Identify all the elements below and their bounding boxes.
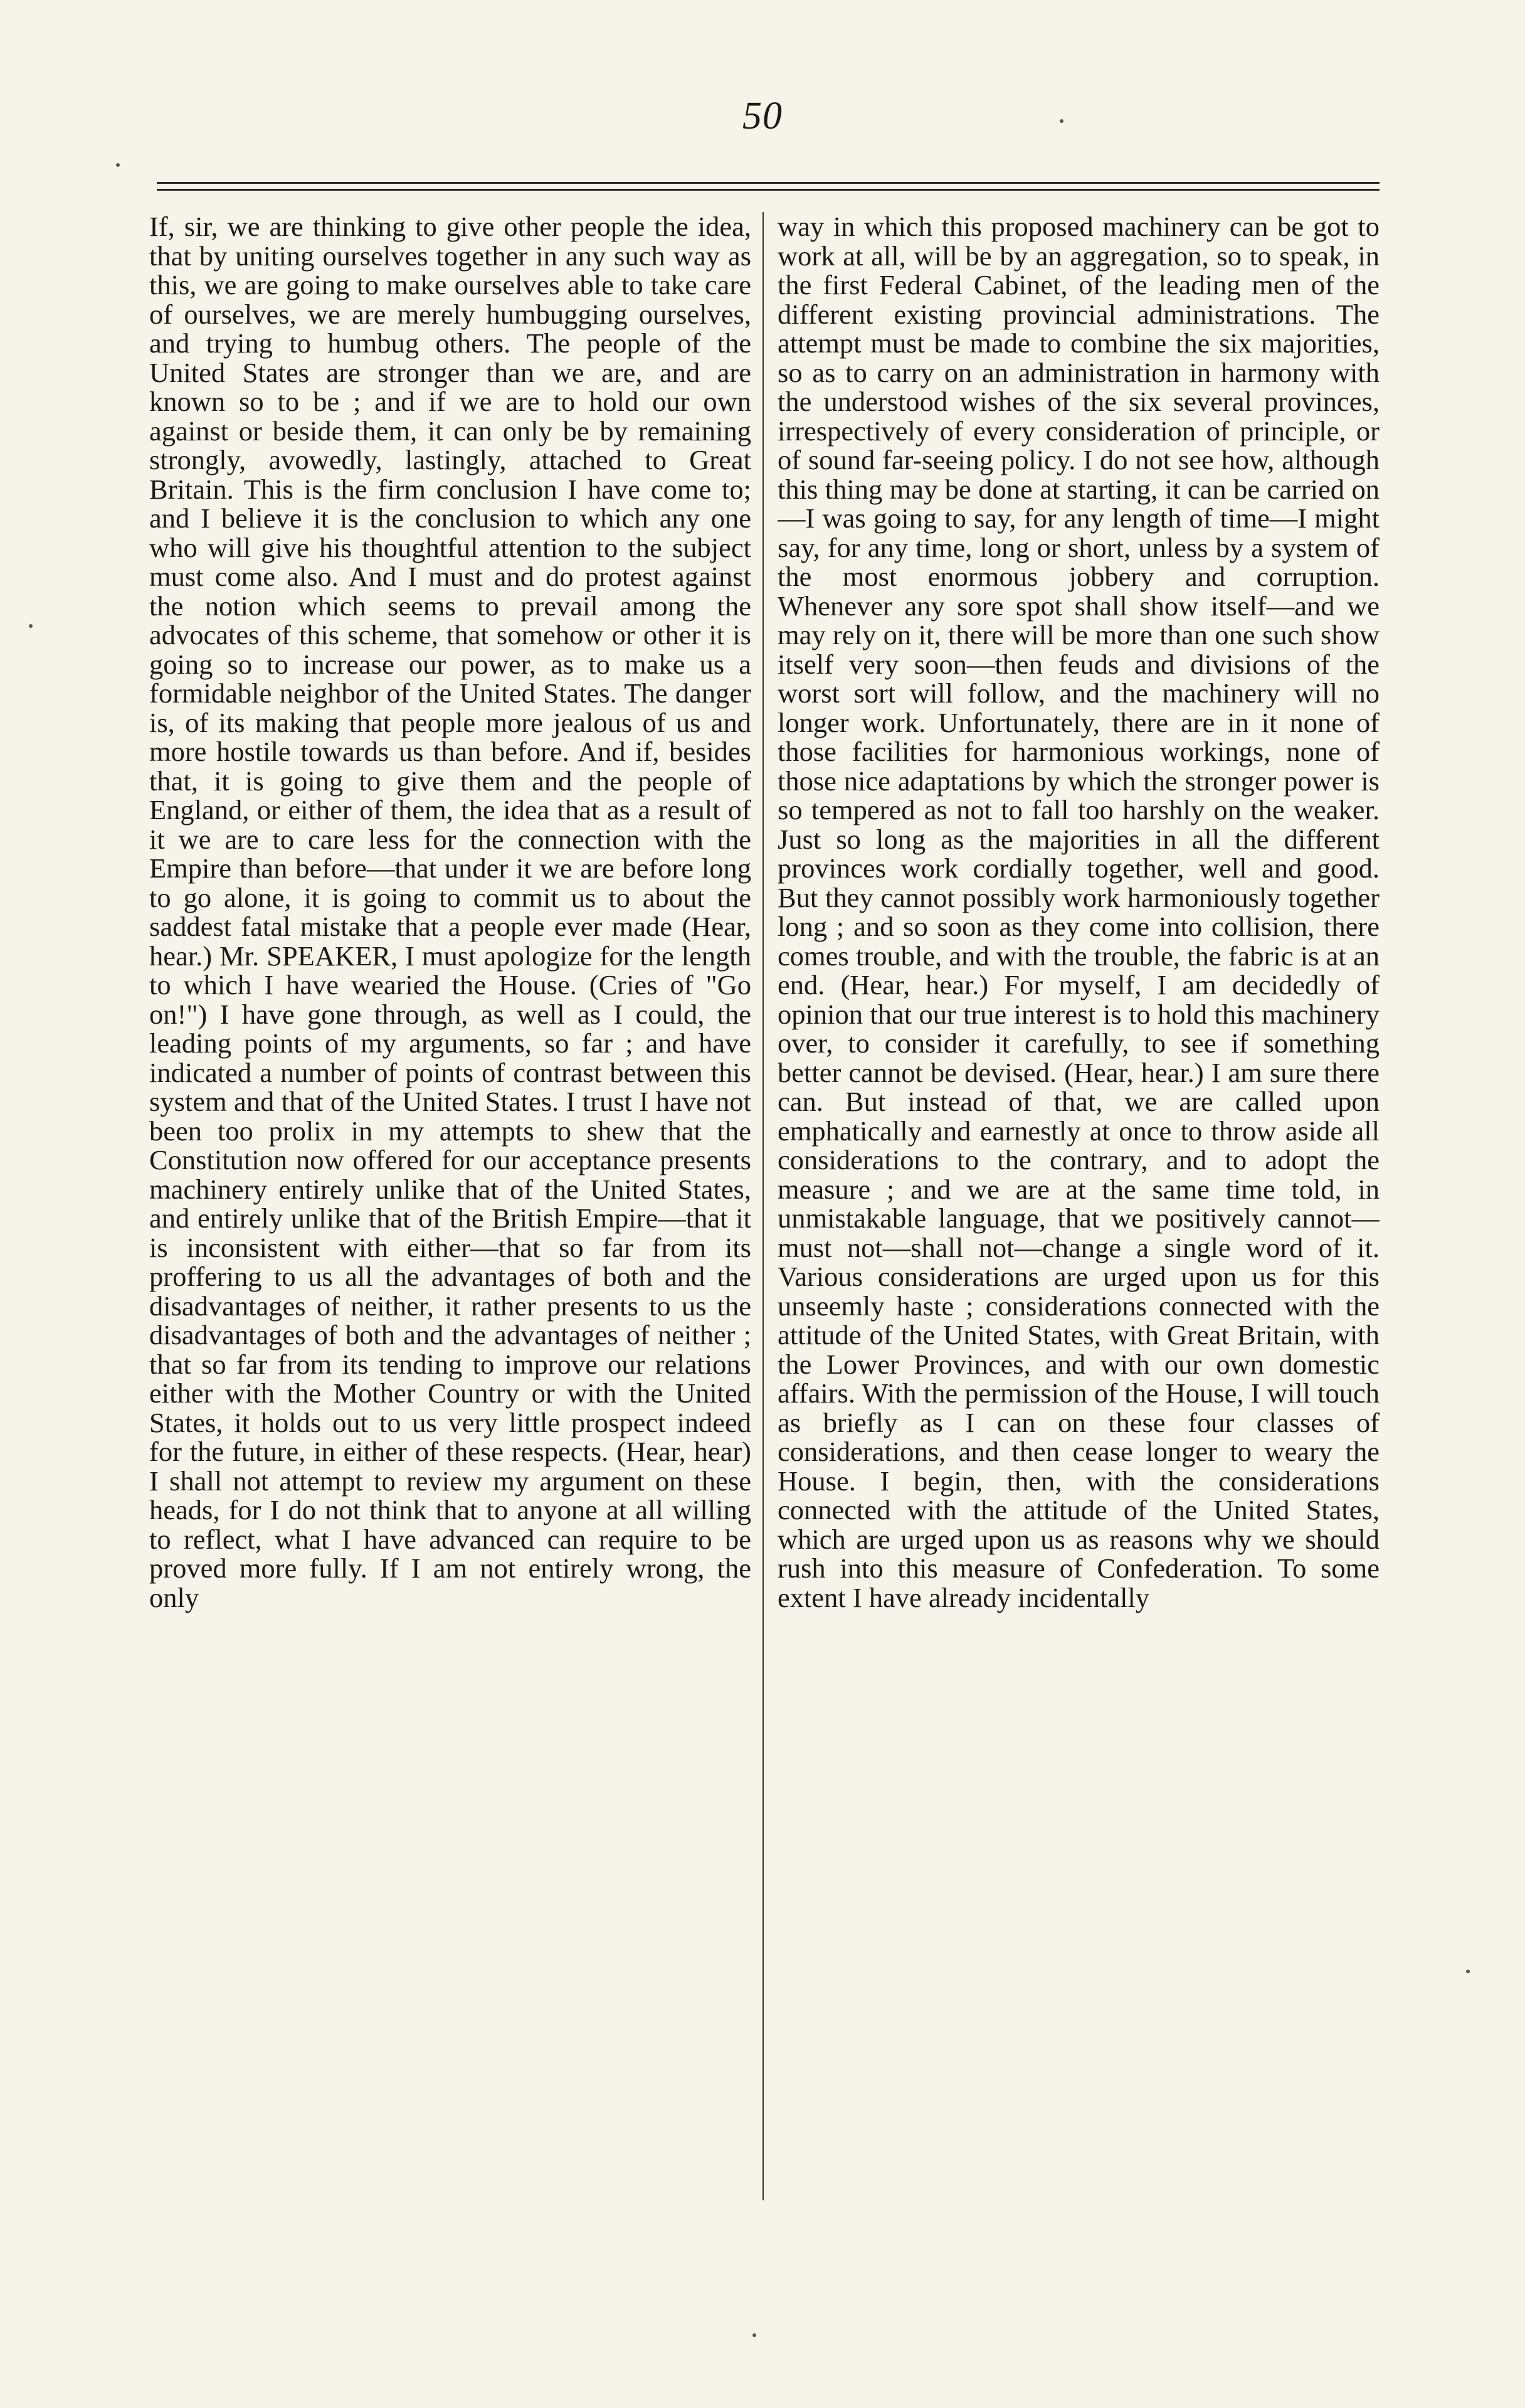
right-column [778, 212, 1380, 2232]
scan-speck [29, 624, 33, 628]
left-column-text: If, sir, we are thinking to give other people the idea, that by uniting ourselves together in any such way as this, we are going to make ourselves able to take care of ourselves, we are merely humbugging ourselves, and trying to humbug others. The people of the United States are stronger than we are, and are known so to be ; and if we are to hold our own against or beside them, it can only be by remaining strongly, avowedly, lastingly, attached to Great Britain. This is the firm conclusion I have come to; and I believe it is the conclusion to which any one who will give his thoughtful attention to the subject must come also. And I must and do protest against the notion which seems to prevail among the advocates of this scheme, that somehow or other it is going so to increase our power, as to make us a formidable neighbor of the United States. The danger is, of its making that people more jealous of us and more hostile towards us than before. And if, besides that, it is going to give them and the people of England, or either of them, the idea that as a result of it we are to care less for the connection with the Empire than before—that under it we are before long to go alone, it is going to commit us to about the saddest fatal mistake that a people ever made (Hear, hear.) Mr. SPEAKER, I must apologize for the length to which I have wearied the House. (Cries of "Go on!") I have gone through, as well as I could, the leading points of my arguments, so far ; and have indicated a number of points of contrast between this system and that of the United States. I trust I have not been too prolix in my attempts to shew that the Constitution now offered for our acceptance presents machinery entirely unlike that of the United States, and entirely unlike that of the British Empire—that it is inconsistent with either—that so far from its proffering to us all the advantages of both and the disadvantages of neither, it rather presents to us the disadvantages of both and the advantages of neither ; that so far from its tending to improve our relations either with the Mother Country or with the United States, it holds out to us very little prospect indeed for the future, in either of these respects. (Hear, hear) I shall not attempt to review my argument on these heads, for I do not think that to anyone at all willing to reflect, what I have advanced can require to be proved more fully. If I am not entirely wrong, the only [149, 212, 751, 1613]
page-number: 50 [742, 95, 783, 137]
column-divider [762, 212, 764, 2200]
header-rule [157, 182, 1380, 191]
scan-speck [1466, 1970, 1470, 1973]
scan-speck [116, 163, 120, 167]
right-column-text: way in which this proposed machinery can be got to work at all, will be by an aggregation, so to speak, in the first Federal Cabinet, of the leading men of the different existing provincial administrations. The attempt must be made to combine the six majorities, so as to carry on an administration in harmony with the understood wishes of the six several provinces, irrespectively of every consideration of principle, or of sound far-seeing policy. I do not see how, although this thing may be done at starting, it can be carried on—I was going to say, for any length of time—I might say, for any time, long or short, unless by a system of the most enormous jobbery and corruption. Whenever any sore spot shall show itself—and we may rely on it, there will be more than one such show itself very soon—then feuds and divisions of the worst sort will follow, and the machinery will no longer work. Unfortunately, there are in it none of those facilities for harmonious workings, none of those nice adaptations by which the stronger power is so tempered as not to fall too harshly on the weaker. Just so long as the majorities in all the different provinces work cordially together, well and good. But they cannot possibly work harmoniously together long ; and so soon as they come into collision, there comes trouble, and with the trouble, the fabric is at an end. (Hear, hear.) For myself, I am decidedly of opinion that our true interest is to hold this machinery over, to consider it carefully, to see if something better cannot be devised. (Hear, hear.) I am sure there can. But instead of that, we are called upon emphatically and earnestly at once to throw aside all considerations to the contrary, and to adopt the measure ; and we are at the same time told, in unmistakable language, that we positively cannot—must not—shall not—change a single word of it. Various considerations are urged upon us for this unseemly haste ; considerations connected with the attitude of the United States, with Great Britain, with the Lower Provinces, and with our own domestic affairs. With the permission of the House, I will touch as briefly as I can on these four classes of considerations, and then cease longer to weary the House. I begin, then, with the considerations connected with the attitude of the United States, which are urged upon us as reasons why we should rush into this measure of Confederation. To some extent I have already incidentally [778, 212, 1380, 1613]
scan-speck [1060, 119, 1063, 123]
left-column [149, 212, 751, 2232]
scan-speck [752, 2333, 756, 2337]
